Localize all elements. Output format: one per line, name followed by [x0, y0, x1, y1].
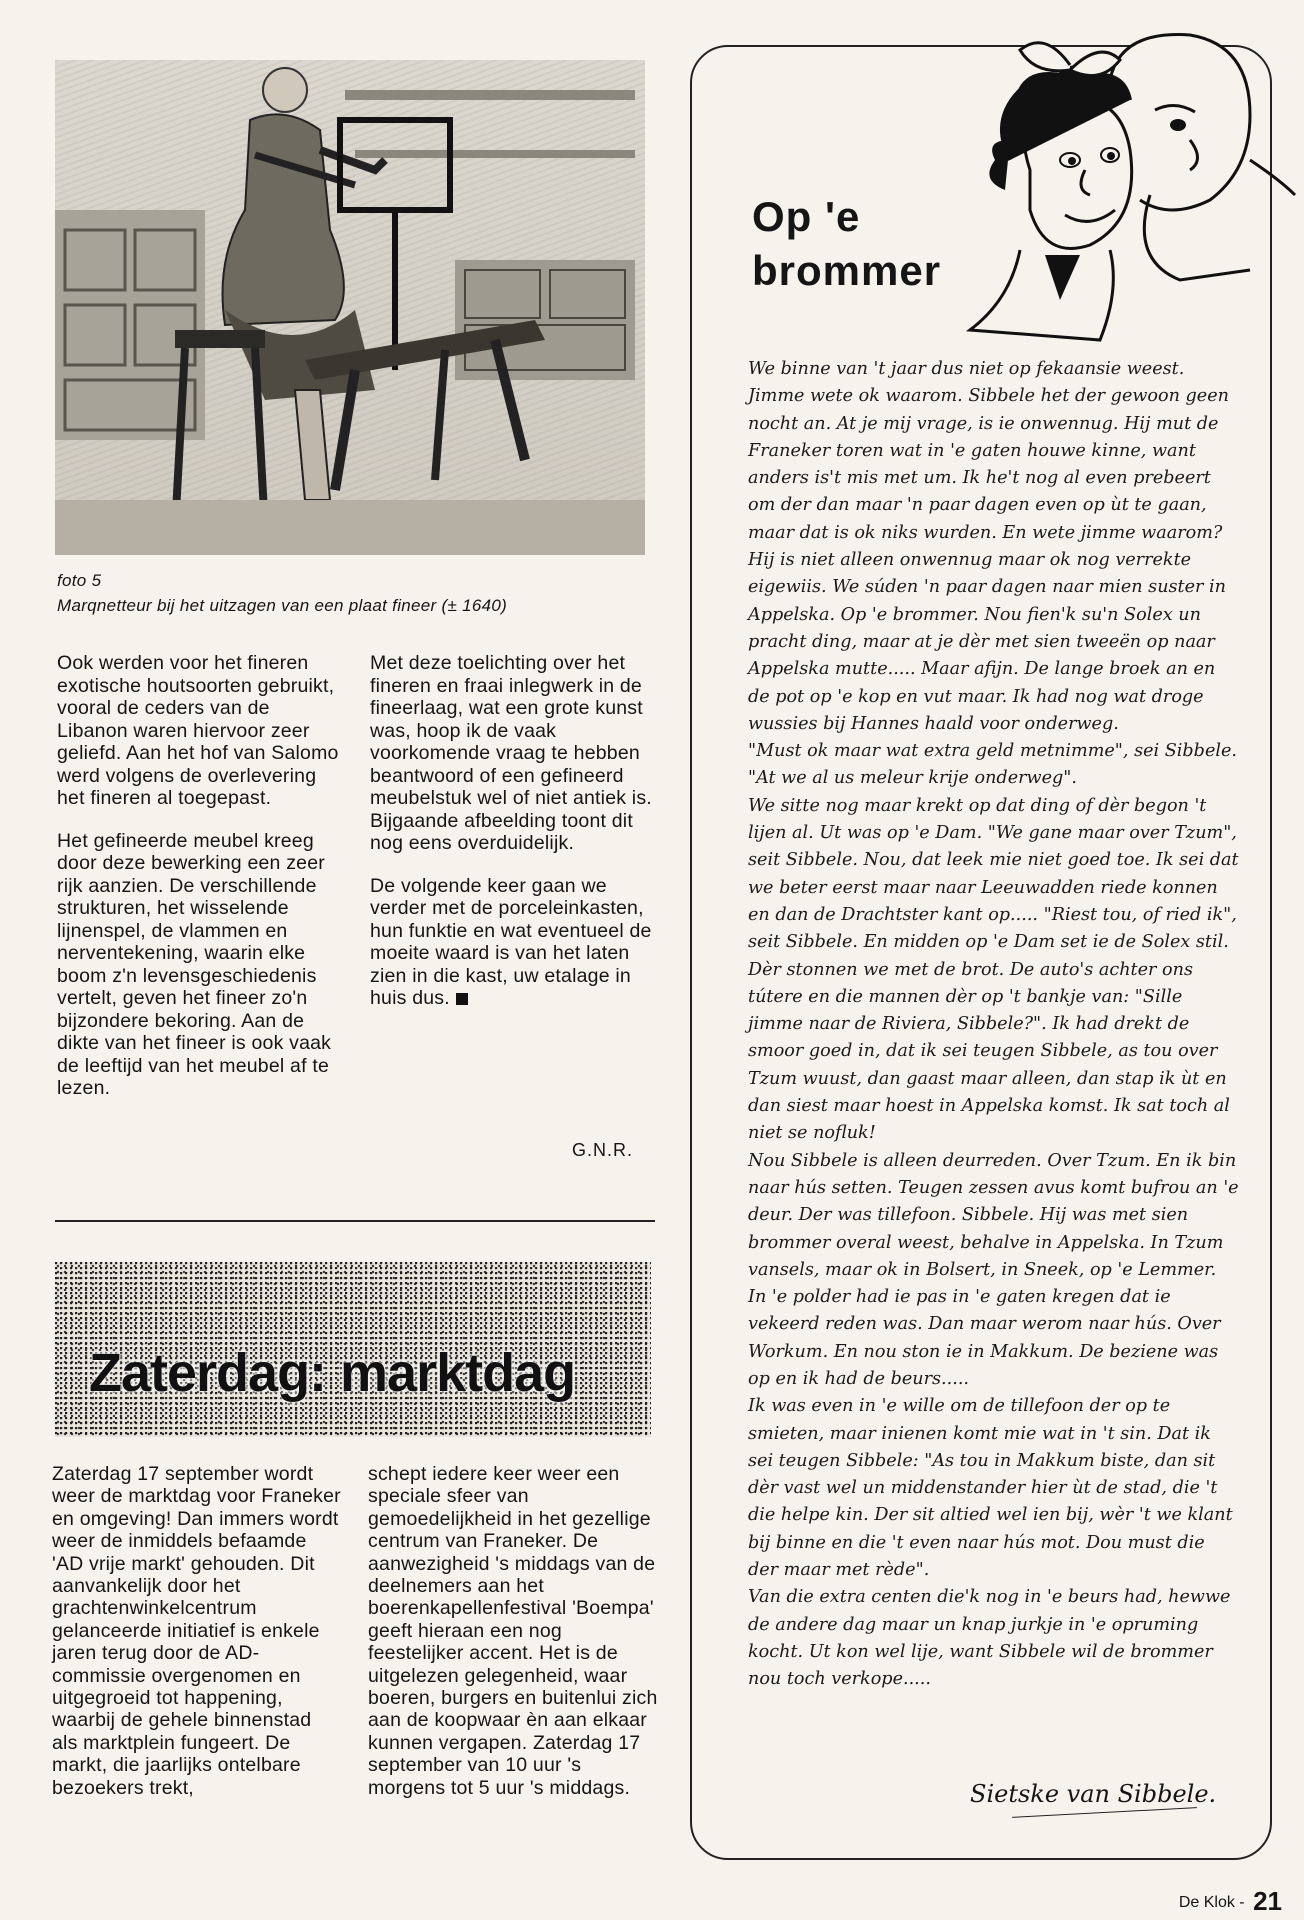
article-paragraph: Ook werden voor het fineren exotische houtsoorten gebruikt, vooral de ceders van de Libanon waren hiervoor zeer geliefd. Aan het hof van Salomo werd volgens de overlevering het fineren al toegepast. [57, 652, 339, 809]
column-story [748, 356, 1240, 1694]
story-paragraph: "Must ok maar wat extra geld metnimme", sei Sibbele. "At we al us meleur krije onderweg". [748, 741, 1237, 789]
article-column-2 [370, 652, 662, 1030]
market-column-1 [52, 1463, 342, 1819]
magazine-name: De Klok [1178, 1894, 1235, 1911]
column-title-line-2: brommer [752, 247, 942, 294]
market-paragraph: Zaterdag 17 september wordt weer de marktdag voor Franeker en omgeving! Dan immers wordt weer de inmiddels befaamde 'AD vrije markt' gehouden. Dit aanvankelijk door het grachtenwinkelcentrum gelanceerde initiatief is enkele jaren terug door de AD-commissie overgenomen en uitgegroeid tot happening, waarbij de gehele binnenstad als marktplein fungeert. De markt, die jaarlijks ontelbare bezoekers trekt, [52, 1463, 341, 1799]
page-footer: De Klok - 21 [1178, 1886, 1282, 1916]
market-banner [55, 1262, 651, 1437]
column-title [752, 190, 941, 298]
marquetry-photo [55, 60, 645, 555]
page-number: 21 [1253, 1886, 1282, 1916]
article-paragraph: Met deze toelichting over het fineren en fraai inlegwerk in de fineerlaag, wat een grote kunst was, hoop ik de vaak voorkomende vraag te hebben beantwoord of een gefineerd meubelstuk wel of niet antiek is. Bijgaande afbeelding toont dit nog eens overduidelijk. [370, 652, 652, 854]
article-column-1 [57, 652, 342, 1120]
story-paragraph: We sitte nog maar krekt op dat ding of dèr begon 't lijen al. Ut was op 'e Dam. "We gane maar over Tzum", seit Sibbele. Nou, dat leek mie niet goed toe. Ik sei dat we beter eerst maar naar Leeuwadden riede konnen en dan de Drachtster kant op..... "Riest tou, of ried ik", seit Sibbele. En midden op 'e Dam set ie de Solex stil. Dèr stonnen we met de brot. De auto's achter ons tútere en die mannen dèr op 't bankje van: "Sille jimme naar de Riviera, Sibbele?". Ik had drekt de smoor goed in, dat ik sei teugen Sibbele, as tou over Tzum wuust, dan gaast maar alleen, dan stap ik ùt en dan siest maar hoest in Appelska komst. Ik sat toch al niet se nofluk! [748, 795, 1239, 1144]
market-paragraph: schept iedere keer weer een speciale sfeer van gemoedelijkheid in het gezellige centrum van Franeker. De aanwezigheid 's middags van de deelnemers aan het boerenkapellenfestival 'Boempa' geeft hieraan een nog feestelijker accent. Het is de uitgelezen gelegenheid, waar boeren, burgers en buitenlui zich aan de koopwaar èn aan elkaar kunnen vergapen. Zaterdag 17 september van 10 uur 's morgens tot 5 uur 's middags. [368, 1463, 658, 1799]
marquetry-worker-illustration [55, 60, 645, 555]
article-paragraph: Het gefineerde meubel kreeg door deze bewerking een zeer rijk aanzien. De verschillende strukturen, het wisselende lijnenspel, de vlammen en nerventekening, waarin elke boom z'n levensgeschiedenis vertelt, geven het fineer zo'n bijzondere bekoring. Aan de dikte van het fineer is ook vaak de leeftijd van het meubel af te lezen. [57, 829, 332, 1099]
end-of-article-mark [456, 993, 468, 1005]
caption-label: foto 5 [57, 571, 102, 590]
story-paragraph: Van die extra centen die'k nog in 'e beurs had, hewwe de andere dag maar un knap jurkje in 'e opruming kocht. Ut kon wel lije, want Sibbele wil de brommer nou toch verkope..... [748, 1587, 1231, 1690]
article-paragraph-text: De volgende keer gaan we verder met de porceleinkasten, hun funktie en wat eventueel de moeite waard is van het laten zien in die kast, uw etalage in huis dus. [370, 874, 652, 1009]
article-signature: G.N.R. [572, 1140, 634, 1160]
market-headline: Zaterdag: marktdag [89, 1343, 576, 1403]
story-paragraph: We binne van 't jaar dus niet op fekaansie weest. Jimme wete ok waarom. Sibbele het der gewoon geen nocht an. At je mij vrage, is ie onwennug. Hij mut de Franeker toren wat in 'e gaten houwe kinne, want anders is't mis met um. Ik he't nog al even prebeert om der dan maar 'n paar dagen even op ùt te gaan, maar dat is ok niks wurden. En wete jimme waarom? Hij is niet alleen onwennug maar ok nog verrekte eigewiis. We súden 'n paar dagen naar mien suster in Appelska. Op 'e brommer. Nou fien'k su'n Solex un pracht ding, maar at je dèr met sien tweeën op naar Appelska mutte..... Maar afijn. De lange broek an en de pot op 'e kop en vut maar. Ik had nog wat droge wussies bij Hannes haald voor onderweg. [748, 359, 1229, 734]
market-column-2 [368, 1463, 658, 1819]
caption-text: Marqnetteur bij het uitzagen van een plaat fineer (± 1640) [57, 596, 508, 615]
couple-caricature-illustration [950, 20, 1300, 360]
column-title-line-1: Op 'e [752, 193, 861, 240]
article-paragraph [370, 875, 662, 1010]
section-divider [55, 1220, 655, 1222]
story-paragraph: Ik was even in 'e wille om de tillefoon der op te smieten, maar inienen komt mie wat in 't sin. Dat ik sei teugen Sibbele: "As tou in Makkum biste, dan sit dèr vast wel un middenstander hier ùt de stad, die 't die helpe kin. Der sit altied wel ien bij, wèr 't we klant bij binne en die 't even naar hús mot. Dou must die der maar met rède". [748, 1396, 1233, 1581]
column-signature: Sietske van Sibbele. [970, 1780, 1217, 1808]
photo-caption [57, 568, 657, 618]
story-paragraph: Nou Sibbele is alleen deurreden. Over Tzum. En ik bin naar hús setten. Teugen zessen avus komt bufrou an 'e deur. Der was tillefoon. Sibbele. Hij was met sien brommer overal weest, behalve in Appelska. In Tzum vansels, maar ok in Bolsert, in Sneek, op 'e Lemmer. In 'e polder had ie pas in 'e gaten kregen dat ie vekeerd reden was. Dan maar werom naar hús. Over Workum. En nou ston ie in Makkum. De beziene was op en ik had de beurs..... [748, 1150, 1239, 1389]
